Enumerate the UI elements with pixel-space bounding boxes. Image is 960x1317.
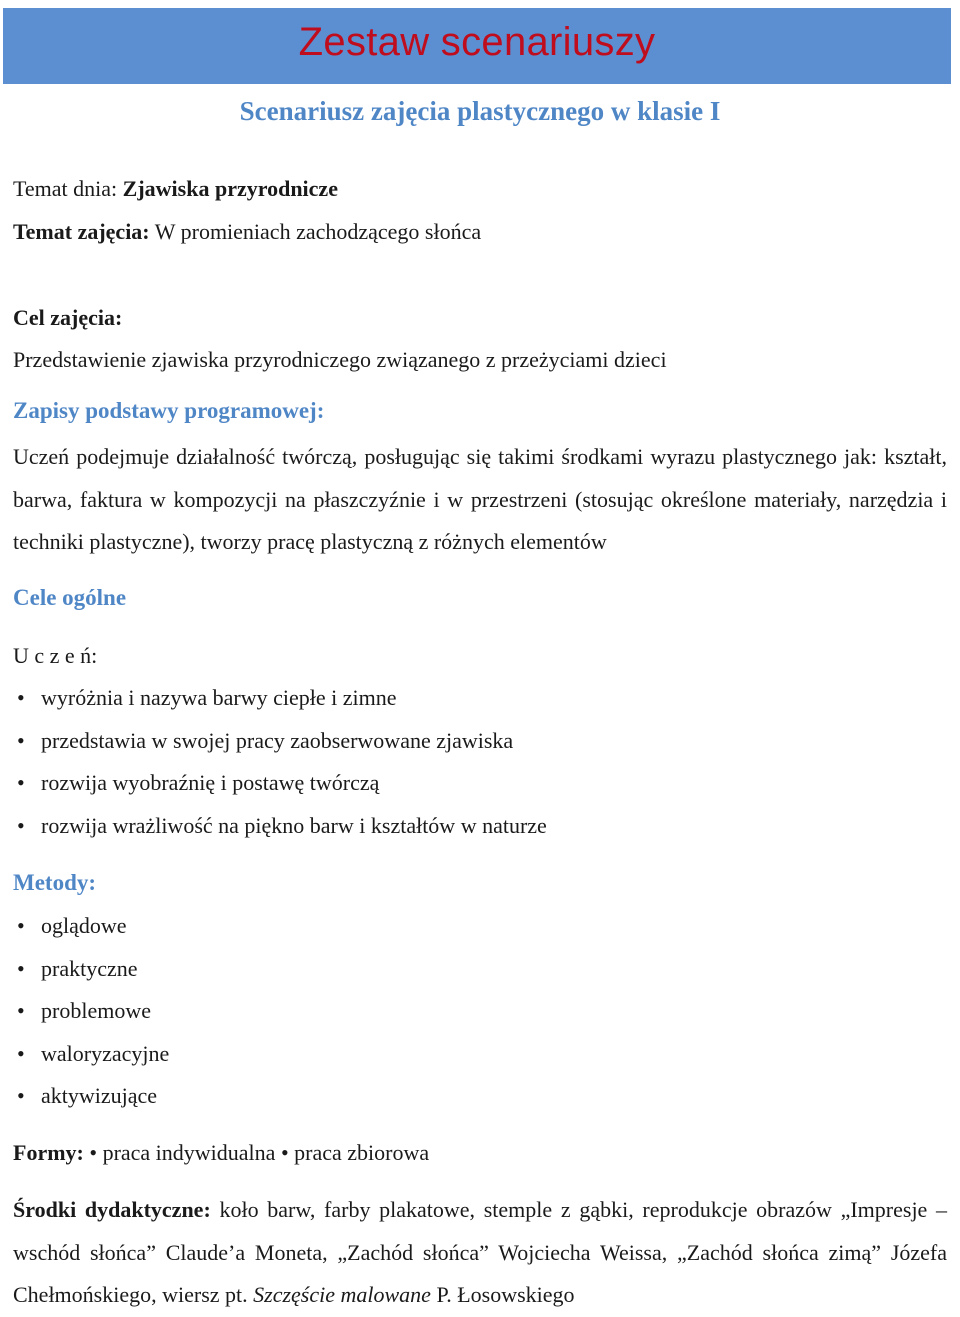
forms-item: praca indywidualna [102,1140,276,1165]
methods-list [13,905,169,1118]
bullet-icon: • [17,913,25,938]
curriculum-heading: Zapisy podstawy programowej: [13,398,325,423]
list-item: • aktywizujące [13,1075,169,1118]
forms-label: Formy: [13,1140,84,1165]
bullet-icon: • [17,685,25,710]
list-item: • rozwija wyobraźnię i postawę twórczą [13,762,547,805]
bullet-icon: • [17,812,25,838]
topic-lesson-label: Temat zajęcia: [13,219,150,244]
topic-lesson-value: W promieniach zachodzącego słońca [154,219,482,244]
goal-label: Cel zajęcia: [13,305,123,330]
forms-line [13,1140,429,1166]
list-item: • wyróżnia i nazywa barwy ciepłe i zimne [13,677,547,720]
bullet-icon: • [17,770,25,795]
curriculum-text: Uczeń podejmuje działalność twórczą, posługując się takimi środkami wyrazu plastycznego jak: kształt, barwa, faktura w kompozycji na płaszczyźnie i w przestrzeni (stosując określone materiały, narzędzia i techniki plastyczne), tworzy pracę plastyczną z różnych elementów [13,444,947,554]
methods-heading: Metody: [13,870,97,895]
topic-day-label: Temat dnia: [13,176,118,201]
goal-text: Przedstawienie zjawiska przyrodniczego związanego z przeżyciami dzieci [13,347,667,372]
teaching-aids-label: Środki dydaktyczne: [13,1197,211,1222]
list-item: • problemowe [13,990,169,1033]
bullet-icon: • [17,998,25,1023]
student-label: U c z e ń: [13,643,98,668]
bullet-icon: • [17,1040,25,1066]
list-item: • rozwija wrażliwość na piękno barw i kształtów w naturze [13,805,547,848]
topic-day-line [13,176,338,202]
bullet-icon: • [17,955,25,981]
bullet-icon: • [17,1083,25,1108]
list-item: • praktyczne [13,948,169,991]
list-item: • waloryzacyjne [13,1033,169,1076]
general-goals-list [13,677,547,847]
forms-item: praca zbiorowa [294,1140,430,1165]
bullet-icon: • [89,1140,98,1165]
list-item: • oglądowe [13,905,169,948]
poem-title: Szczęście malowane [253,1282,431,1307]
bullet-icon: • [280,1140,289,1165]
document-title: Zestaw scenariuszy [298,19,656,64]
poem-author: P. Łosowskiego [436,1282,575,1307]
list-item: • przedstawia w swojej pracy zaobserwowane zjawiska [13,720,547,763]
general-goals-heading: Cele ogólne [13,585,127,610]
teaching-aids-text: koło barw, farby plakatowe, stemple z gąbki, reprodukcje obrazów „Impresje – wschód słońca” Claude’a Moneta, „Zachód słońca” Wojciecha Weissa, „Zachód słońca zimą” Józefa Chełmońskiego, wiersz pt. [13,1197,948,1307]
topic-lesson-line [13,219,481,245]
topic-day-value: Zjawiska przyrodnicze [122,176,338,201]
bullet-icon: • [17,727,25,753]
teaching-aids-paragraph [13,1189,947,1317]
document-subtitle: Scenariusz zajęcia plastycznego w klasie I [239,96,721,126]
title-banner [3,8,951,84]
